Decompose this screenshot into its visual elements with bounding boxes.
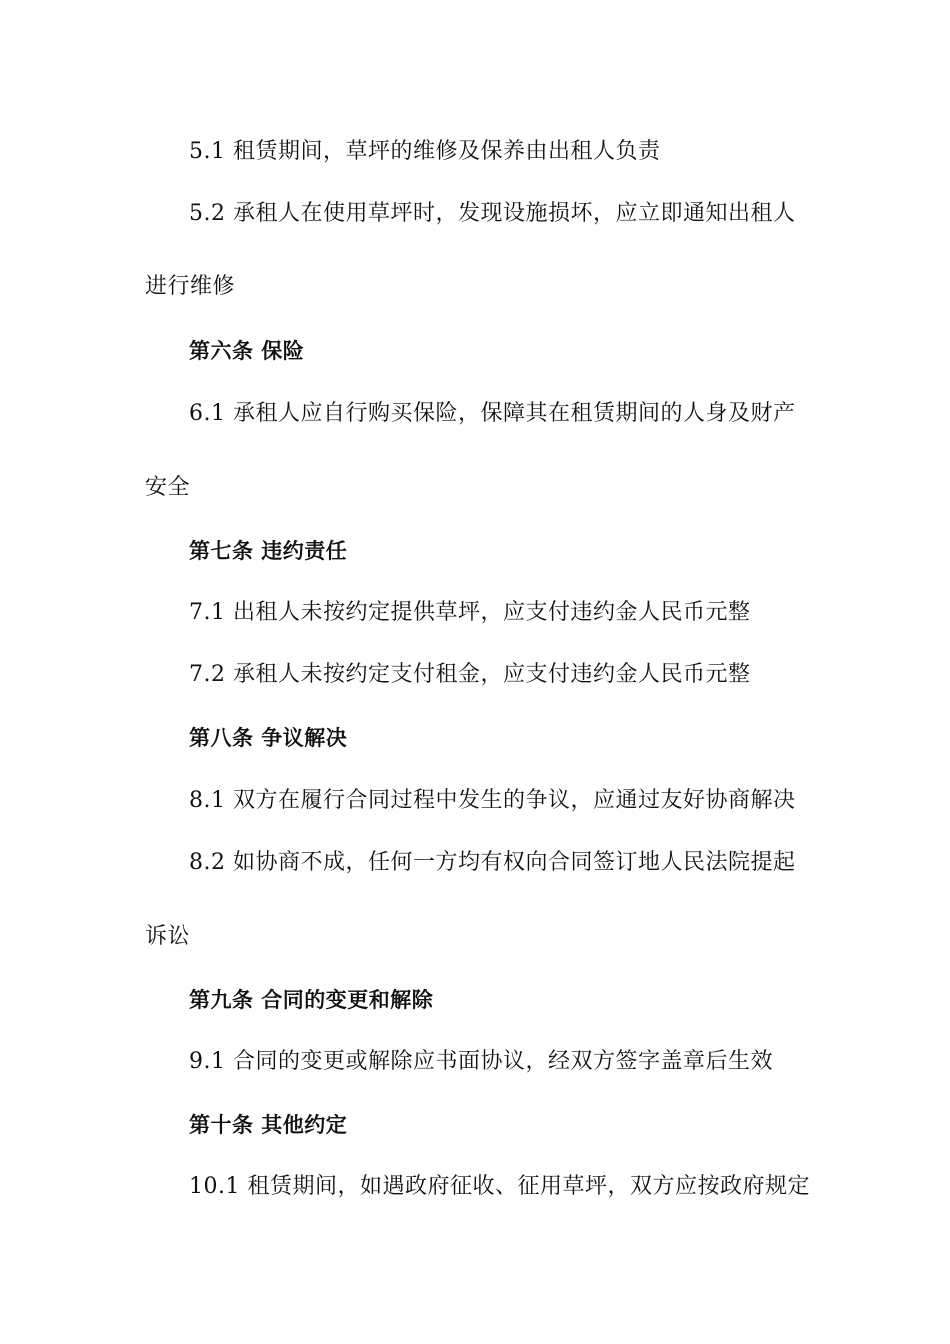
clause-9-1: 9.1 合同的变更或解除应书面协议，经双方签字盖章后生效 — [189, 1049, 773, 1074]
article-6-heading: 第六条 保险 — [189, 339, 305, 363]
clause-8-1: 8.1 双方在履行合同过程中发生的争议，应通过友好协商解决 — [189, 788, 796, 813]
clause-6-1: 6.1 承租人应自行购买保险，保障其在租赁期间的人身及财产 — [189, 401, 796, 426]
clause-7-1: 7.1 出租人未按约定提供草坪，应支付违约金人民币元整 — [189, 600, 751, 625]
clause-7-2: 7.2 承租人未按约定支付租金，应支付违约金人民币元整 — [189, 662, 751, 687]
clause-5-2-cont: 进行维修 — [145, 274, 236, 299]
article-9-heading: 第九条 合同的变更和解除 — [189, 988, 434, 1012]
clause-6-1-cont: 安全 — [145, 475, 191, 500]
clause-10-1: 10.1 租赁期间，如遇政府征收、征用草坪，双方应按政府规定 — [189, 1174, 810, 1199]
article-10-heading: 第十条 其他约定 — [189, 1113, 348, 1137]
clause-5-1: 5.1 租赁期间，草坪的维修及保养由出租人负责 — [189, 139, 661, 164]
article-8-heading: 第八条 争议解决 — [189, 726, 348, 750]
article-7-heading: 第七条 违约责任 — [189, 539, 348, 563]
clause-5-2: 5.2 承租人在使用草坪时，发现设施损坏，应立即通知出租人 — [189, 201, 796, 226]
clause-8-2: 8.2 如协商不成，任何一方均有权向合同签订地人民法院提起 — [189, 850, 796, 875]
clause-8-2-cont: 诉讼 — [145, 924, 191, 949]
